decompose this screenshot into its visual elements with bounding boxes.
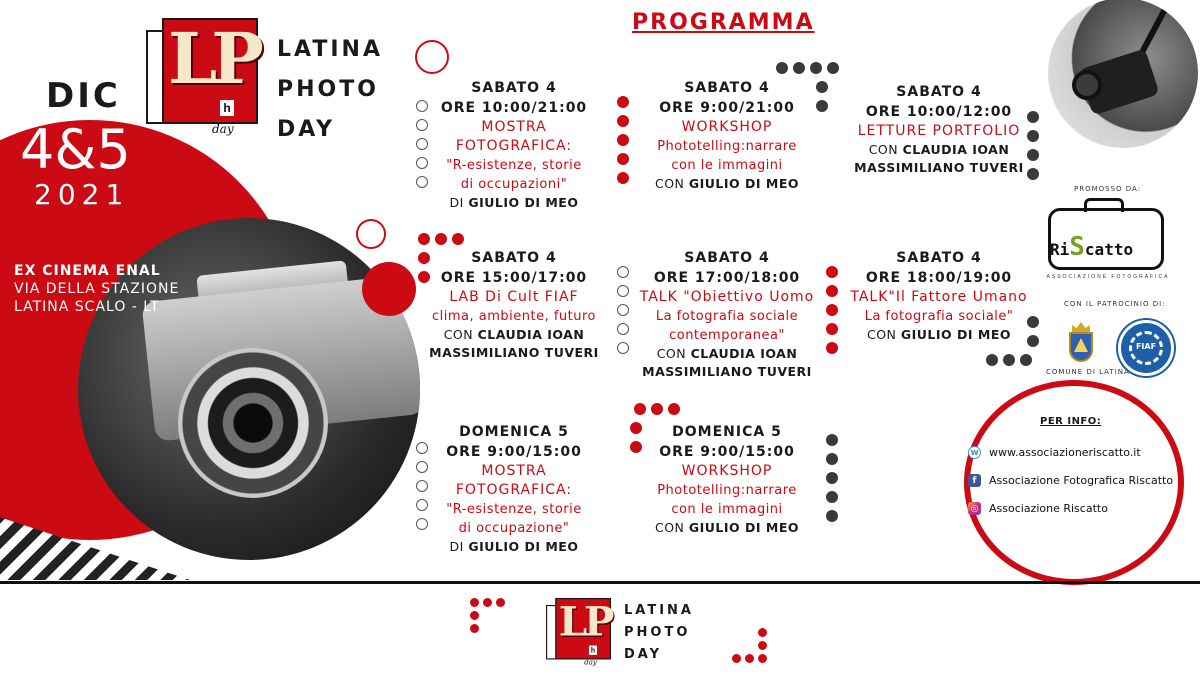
dot — [617, 266, 629, 278]
event-subtitle: Phototelling:narrare — [657, 483, 797, 498]
dot — [416, 518, 428, 530]
instagram-icon: ◎ — [968, 502, 981, 515]
comune-label: COMUNE DI LATINA — [1046, 368, 1130, 376]
event-subtitle: La fotografia sociale" — [864, 309, 1014, 324]
event-day: SABATO 4 — [684, 250, 770, 266]
dot-column — [758, 628, 767, 650]
dot — [416, 100, 428, 112]
event-day: SABATO 4 — [684, 80, 770, 96]
logo-line: DAY — [277, 117, 336, 142]
event-card — [622, 422, 832, 537]
dot-row — [470, 598, 505, 607]
event-speaker: CON GIULIO DI MEO — [654, 520, 800, 535]
photographer-photo — [1048, 0, 1198, 148]
website-link[interactable] — [968, 446, 1141, 459]
dot — [634, 403, 646, 415]
event-speaker: MASSIMILIANO TUVERI — [854, 160, 1024, 175]
dot — [651, 403, 663, 415]
event-card — [834, 248, 1044, 344]
dot — [986, 354, 998, 366]
dot-row — [634, 403, 680, 415]
event-day: SABATO 4 — [896, 84, 982, 100]
event-title: "R-esistenze, storie — [446, 158, 582, 173]
camera-lens-shape — [178, 348, 328, 498]
dot — [617, 304, 629, 316]
dot — [1020, 354, 1032, 366]
event-day: DOMENICA 5 — [672, 424, 782, 440]
dot — [630, 441, 642, 453]
dot-column — [826, 434, 838, 522]
info-title: PER INFO: — [1040, 416, 1102, 427]
event-day: SABATO 4 — [471, 80, 557, 96]
event-title: TALK "Obiettivo Uomo — [639, 289, 815, 305]
dot-row — [418, 233, 464, 245]
dot — [416, 480, 428, 492]
dot — [826, 453, 838, 465]
dot — [776, 62, 788, 74]
event-speaker: CON CLAUDIA IOAN — [443, 327, 585, 342]
crown-shape — [1072, 322, 1090, 332]
footer-divider — [0, 581, 1200, 584]
venue-name: EX CINEMA ENAL — [14, 263, 161, 279]
dot — [416, 119, 428, 131]
dot — [826, 491, 838, 503]
dot — [1003, 354, 1015, 366]
dot-column — [617, 96, 629, 184]
fiaf-logo — [1118, 320, 1174, 376]
event-card — [622, 248, 832, 381]
patrocinio-label: CON IL PATROCINIO DI: — [1064, 300, 1166, 308]
dot — [416, 442, 428, 454]
dot — [826, 266, 838, 278]
dot — [793, 62, 805, 74]
dot — [732, 654, 741, 663]
riscatto-logo-text: RiScatto — [1050, 232, 1134, 262]
dot-column — [470, 611, 479, 633]
dot — [1027, 149, 1039, 161]
dot — [617, 115, 629, 127]
event-speaker: CON CLAUDIA IOAN — [868, 142, 1010, 157]
event-dates: 4&5 — [20, 118, 131, 181]
event-title: "R-esistenze, storie — [446, 502, 582, 517]
event-day: SABATO 4 — [471, 250, 557, 266]
dot-column — [416, 442, 428, 530]
promosso-label: PROMOSSO DA: — [1074, 185, 1142, 193]
logo-line: PHOTO — [624, 625, 691, 640]
logo-lp-text: LP — [558, 597, 611, 646]
dot — [416, 176, 428, 188]
event-card — [834, 82, 1044, 177]
venue-info — [14, 262, 179, 316]
dot — [483, 598, 492, 607]
web-icon: w — [968, 446, 981, 459]
logo-line: LATINA — [624, 603, 694, 618]
event-time: ORE 18:00/19:00 — [865, 270, 1013, 286]
dot — [435, 233, 447, 245]
event-speaker: CON GIULIO DI MEO — [866, 327, 1012, 342]
logo-line: PHOTO — [277, 77, 379, 102]
event-speaker: DI GIULIO DI MEO — [449, 195, 579, 210]
event-title: FOTOGRAFICA: — [455, 482, 573, 498]
event-title: MOSTRA — [481, 463, 547, 479]
website-text: www.associazioneriscatto.it — [989, 446, 1141, 459]
dot — [416, 499, 428, 511]
dot — [668, 403, 680, 415]
event-speaker: MASSIMILIANO TUVERI — [429, 345, 599, 360]
dot — [470, 611, 479, 620]
event-card — [409, 422, 619, 556]
dot — [617, 134, 629, 146]
dot-row — [776, 62, 839, 74]
dot — [617, 172, 629, 184]
lens-shape — [1072, 70, 1102, 100]
riscatto-logo — [1044, 196, 1168, 278]
logo-day-text: day — [584, 658, 597, 667]
dot — [816, 81, 828, 93]
dot — [1027, 335, 1039, 347]
event-speaker: CON CLAUDIA IOAN — [656, 346, 798, 361]
event-title: di occupazioni" — [460, 177, 568, 192]
dot — [617, 285, 629, 297]
event-day: DOMENICA 5 — [459, 424, 569, 440]
dot — [1027, 168, 1039, 180]
dot-column — [826, 266, 838, 354]
logo-lp-text: LP — [168, 17, 258, 100]
event-time: ORE 15:00/17:00 — [440, 270, 588, 286]
event-title: WORKSHOP — [681, 119, 773, 135]
red-ring-decoration — [415, 40, 449, 74]
dot — [416, 461, 428, 473]
facebook-text: Associazione Fotografica Riscatto — [989, 474, 1174, 487]
event-card — [409, 78, 619, 212]
facebook-icon: f — [968, 474, 981, 487]
programma-heading: PROGRAMMA — [632, 10, 815, 35]
dot — [496, 598, 505, 607]
footer-logo-wordmark — [624, 600, 694, 666]
dot — [758, 641, 767, 650]
dot — [826, 434, 838, 446]
logo-h-text: h — [220, 100, 234, 116]
event-title: LETTURE PORTFOLIO — [857, 123, 1021, 139]
event-time: ORE 10:00/12:00 — [865, 104, 1013, 120]
logo-h-text: h — [590, 646, 596, 655]
event-time: ORE 9:00/15:00 — [659, 444, 795, 460]
dot-column — [1027, 111, 1039, 180]
dot — [826, 510, 838, 522]
event-title: MOSTRA — [481, 119, 547, 135]
instagram-link[interactable] — [968, 502, 1108, 515]
event-day: SABATO 4 — [896, 250, 982, 266]
red-ring-decoration — [356, 219, 386, 249]
event-subtitle: contemporanea" — [669, 328, 785, 343]
dot-column — [418, 252, 430, 283]
dot — [416, 138, 428, 150]
dot — [617, 96, 629, 108]
event-time: ORE 9:00/15:00 — [446, 444, 582, 460]
event-title: LAB Di Cult FIAF — [449, 289, 579, 305]
dot — [827, 62, 839, 74]
comune-crest-icon — [1064, 322, 1098, 364]
dot — [418, 271, 430, 283]
event-subtitle: con le immagini — [671, 502, 783, 517]
lp-day-logo — [146, 17, 258, 136]
lp-day-footer-logo — [546, 597, 611, 667]
event-title: FOTOGRAFICA: — [455, 138, 573, 154]
event-title: WORKSHOP — [681, 463, 773, 479]
dot — [617, 153, 629, 165]
dot — [826, 285, 838, 297]
dot — [826, 342, 838, 354]
facebook-link[interactable] — [968, 474, 1173, 487]
riscatto-subtitle: ASSOCIAZIONE FOTOGRAFICA — [1046, 274, 1170, 280]
dot — [452, 233, 464, 245]
event-year: 2021 — [34, 178, 130, 211]
venue-city: LATINA SCALO - LT — [14, 299, 160, 315]
dot — [1027, 130, 1039, 142]
event-speaker: CON GIULIO DI MEO — [654, 176, 800, 191]
month-label: DIC — [46, 76, 121, 116]
dot — [758, 628, 767, 637]
logo-day-text: day — [212, 122, 234, 136]
dot — [617, 342, 629, 354]
dot — [810, 62, 822, 74]
dot — [416, 157, 428, 169]
dot — [1027, 111, 1039, 123]
dot — [826, 472, 838, 484]
event-title: TALK"Il Fattore Umano — [850, 289, 1028, 305]
dot — [418, 233, 430, 245]
dot — [745, 654, 754, 663]
dot — [630, 422, 642, 434]
logo-wordmark — [277, 30, 383, 150]
event-speaker: MASSIMILIANO TUVERI — [642, 364, 812, 379]
dot-column — [1027, 316, 1039, 347]
event-title: di occupazione" — [458, 521, 570, 536]
event-card — [622, 78, 832, 193]
dot — [1027, 316, 1039, 328]
dot-column — [617, 266, 629, 354]
logo-line: LATINA — [277, 37, 383, 62]
fiaf-label: FIAF — [1135, 342, 1157, 351]
dot — [470, 624, 479, 633]
event-subtitle: Phototelling:narrare — [657, 139, 797, 154]
dot-row — [986, 354, 1032, 366]
dot — [470, 598, 479, 607]
event-card — [409, 248, 619, 362]
event-time: ORE 10:00/21:00 — [440, 100, 588, 116]
event-time: ORE 9:00/21:00 — [659, 100, 795, 116]
event-subtitle: con le immagini — [671, 158, 783, 173]
dot-row — [732, 654, 767, 663]
event-subtitle: clima, ambiente, futuro — [431, 309, 597, 324]
dot-column — [816, 81, 828, 112]
instagram-text: Associazione Riscatto — [989, 502, 1108, 515]
dot-column — [416, 100, 428, 188]
event-time: ORE 17:00/18:00 — [653, 270, 801, 286]
event-speaker: DI GIULIO DI MEO — [449, 539, 579, 554]
dot — [617, 323, 629, 335]
logo-line: DAY — [624, 647, 663, 662]
dot — [816, 100, 828, 112]
dot — [826, 304, 838, 316]
dot — [826, 323, 838, 335]
dot — [418, 252, 430, 264]
venue-street: VIA DELLA STAZIONE — [14, 281, 180, 297]
small-red-circle — [362, 262, 416, 316]
dot — [758, 654, 767, 663]
event-subtitle: La fotografia sociale — [655, 309, 799, 324]
dot-column — [630, 422, 642, 453]
